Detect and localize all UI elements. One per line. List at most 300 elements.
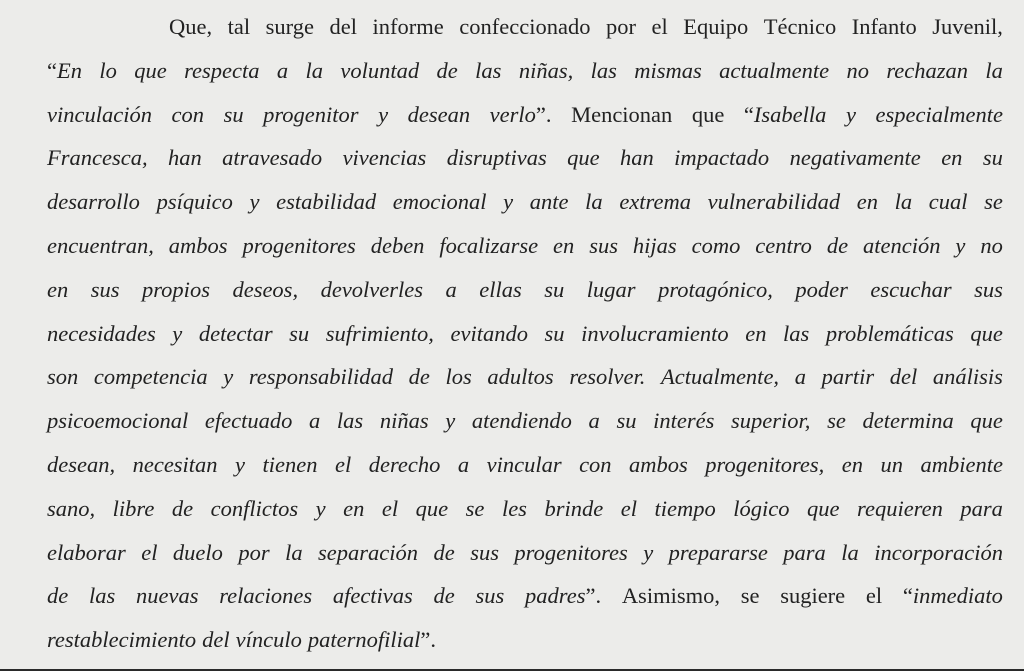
text: que (691, 101, 725, 127)
text: “ (47, 57, 57, 83)
italic-text: la (585, 189, 603, 215)
word (470, 537, 499, 581)
word (47, 318, 156, 362)
italic-text: competencia (93, 364, 208, 390)
italic-text: encuentran, (47, 232, 154, 258)
italic-text: progenitores, (705, 451, 825, 477)
word (920, 449, 1002, 493)
word (886, 55, 968, 99)
word (530, 186, 569, 230)
word (308, 624, 436, 668)
italic-text: los (445, 364, 472, 390)
italic-text: negativamente (789, 145, 921, 171)
italic-text: nuevas (135, 583, 199, 609)
word (903, 580, 1003, 624)
text: “ (743, 101, 754, 127)
italic-text: incorporación (874, 539, 1003, 565)
word (184, 55, 259, 99)
text: “ (902, 583, 913, 609)
italic-text: verlo (489, 101, 536, 127)
italic-text: de (171, 495, 194, 521)
word (827, 230, 848, 274)
italic-text: su (289, 320, 310, 346)
italic-text: estabilidad (276, 189, 377, 215)
text-line (47, 405, 1003, 449)
word (503, 186, 513, 230)
word (826, 318, 954, 362)
text-line (47, 99, 1003, 143)
italic-text: progenitores (514, 539, 628, 565)
word (94, 361, 208, 405)
italic-text: no (846, 57, 869, 83)
italic-text: y (955, 232, 966, 258)
italic-text: de (433, 583, 455, 609)
word (692, 230, 741, 274)
text: Infanto (851, 14, 917, 39)
italic-text: un (880, 451, 903, 477)
italic-text: sano, (47, 495, 96, 521)
word (232, 274, 298, 318)
italic-text: y (378, 101, 389, 127)
italic-text: las (336, 408, 364, 434)
italic-text: necesidades (47, 320, 156, 346)
text-line (47, 493, 1003, 537)
body-paragraph (47, 11, 1003, 668)
word (369, 449, 441, 493)
italic-text: tiempo (654, 495, 716, 521)
word (228, 11, 251, 55)
italic-text: brinde (544, 495, 604, 521)
italic-text: y (315, 495, 326, 521)
word (634, 55, 702, 99)
italic-text: devolverles (320, 276, 424, 302)
word (643, 537, 653, 581)
italic-text: ambiente (920, 451, 1003, 477)
word (589, 405, 600, 449)
italic-text: detectar (198, 320, 273, 346)
word (47, 186, 140, 230)
word (333, 580, 413, 624)
word (708, 186, 840, 230)
italic-text: restablecimiento (47, 627, 197, 653)
word (866, 580, 882, 624)
word (169, 11, 212, 55)
word (619, 186, 691, 230)
italic-text: y (223, 364, 234, 390)
word (589, 230, 618, 274)
word (846, 99, 856, 143)
italic-text: en (941, 145, 963, 171)
italic-text: desarrollo (47, 189, 140, 215)
text-line (47, 230, 1003, 274)
word (514, 537, 627, 581)
word (276, 186, 376, 230)
word (790, 142, 921, 186)
word (285, 537, 303, 581)
italic-text: las (783, 320, 810, 346)
text-line (47, 11, 1003, 55)
italic-text: Isabella (753, 101, 827, 127)
word (984, 186, 1003, 230)
word (745, 318, 766, 362)
word (289, 318, 309, 362)
italic-text: propios (142, 276, 210, 302)
word (783, 318, 809, 362)
word (553, 230, 574, 274)
italic-text: efectuado (204, 408, 293, 434)
italic-text: relaciones (219, 583, 313, 609)
word (136, 580, 198, 624)
word (692, 99, 725, 143)
italic-text: necesitan (132, 451, 218, 477)
word (223, 361, 233, 405)
word (47, 624, 196, 668)
word (955, 230, 965, 274)
word (447, 142, 547, 186)
word (544, 493, 603, 537)
italic-text: vincular (486, 451, 562, 477)
italic-text: y (235, 451, 246, 477)
word (587, 274, 636, 318)
italic-text: En (57, 57, 82, 83)
text-line (47, 318, 1003, 362)
word (330, 11, 358, 55)
word (545, 318, 565, 362)
italic-text: paternofilial (307, 627, 421, 653)
word (731, 405, 810, 449)
word (113, 493, 155, 537)
italic-text: en (343, 495, 365, 521)
italic-text: poder (795, 276, 848, 302)
italic-text: sus (90, 276, 120, 302)
text: Asimismo, (621, 583, 720, 609)
word (669, 537, 768, 581)
italic-text: su (544, 276, 565, 302)
word (842, 449, 863, 493)
word (606, 11, 636, 55)
word (581, 318, 728, 362)
word (622, 580, 720, 624)
word (337, 405, 363, 449)
word (434, 580, 455, 624)
text: Técnico (763, 14, 837, 39)
italic-text: vivencias (342, 145, 427, 171)
text: confeccionado (459, 14, 591, 39)
word (476, 580, 505, 624)
italic-text: Actualmente, (660, 364, 780, 390)
word (343, 493, 364, 537)
word (970, 405, 1003, 449)
italic-text: determina (862, 408, 954, 434)
italic-text: desean, (47, 451, 116, 477)
word (459, 11, 590, 55)
word (439, 230, 538, 274)
italic-text: mismas (634, 57, 702, 83)
word (445, 405, 455, 449)
word (621, 493, 637, 537)
italic-text: para (783, 539, 826, 565)
word (416, 493, 449, 537)
word (340, 55, 419, 99)
text: se (740, 583, 760, 609)
word (47, 449, 115, 493)
italic-text: la (894, 189, 913, 215)
italic-text: de (408, 364, 430, 390)
word (373, 11, 444, 55)
word (266, 11, 314, 55)
italic-text: con (579, 451, 612, 477)
word (89, 580, 115, 624)
word (169, 230, 228, 274)
italic-text: que (970, 408, 1003, 434)
word (487, 449, 562, 493)
italic-text: se (984, 189, 1003, 215)
text: tal (227, 14, 251, 39)
italic-text: progenitores (242, 232, 356, 258)
word (741, 580, 760, 624)
word (172, 318, 182, 362)
italic-text: a (588, 408, 600, 434)
word (880, 449, 903, 493)
italic-text: a (445, 276, 457, 302)
word (502, 493, 527, 537)
word (277, 55, 288, 99)
italic-text: actualmente (719, 57, 830, 83)
word (744, 99, 827, 143)
italic-text: atravesado (222, 145, 323, 171)
text-line (47, 142, 1003, 186)
italic-text: y (249, 189, 260, 215)
italic-text: la (305, 57, 324, 83)
word (827, 405, 846, 449)
italic-text: que (970, 320, 1003, 346)
italic-text: libre (112, 495, 155, 521)
italic-text: inmediato (912, 583, 1003, 609)
word (795, 274, 848, 318)
italic-text: de (433, 539, 455, 565)
italic-text: sus (974, 276, 1003, 302)
word (874, 537, 1003, 581)
italic-text: adultos (487, 364, 554, 390)
italic-text: interés (653, 408, 715, 434)
word (47, 405, 188, 449)
word (616, 405, 636, 449)
text: Que, (169, 14, 213, 39)
text-line (47, 580, 1003, 624)
word (142, 274, 210, 318)
italic-text: para (960, 495, 1003, 521)
word (933, 361, 1003, 405)
word (569, 361, 645, 405)
word (263, 99, 358, 143)
italic-text: sufrimiento, (325, 320, 434, 346)
italic-text: en (47, 276, 69, 302)
word (47, 493, 95, 537)
italic-text: se (827, 408, 846, 434)
word (173, 537, 223, 581)
word (674, 142, 769, 186)
word (141, 537, 157, 581)
italic-text: especialmente (875, 101, 1003, 127)
word (974, 274, 1003, 318)
italic-text: su (223, 101, 244, 127)
italic-text: las (590, 57, 617, 83)
italic-text: niñas (379, 408, 429, 434)
word (378, 99, 388, 143)
italic-text: lógico (733, 495, 790, 521)
word (47, 274, 68, 318)
word (202, 624, 230, 668)
word (47, 230, 154, 274)
italic-text: del (202, 627, 230, 653)
italic-text: y (643, 539, 654, 565)
italic-text: de (436, 57, 458, 83)
italic-text: voluntad (340, 57, 420, 83)
italic-text: superior, (731, 408, 811, 434)
word (705, 449, 824, 493)
word (591, 55, 617, 99)
word (661, 361, 779, 405)
italic-text: su (544, 320, 565, 346)
italic-text: conflictos (210, 495, 299, 521)
word (318, 537, 418, 581)
italic-text: deseos, (232, 276, 299, 302)
italic-text: vulnerabilidad (707, 189, 841, 215)
word (168, 142, 202, 186)
italic-text: análisis (932, 364, 1003, 390)
italic-text: les (501, 495, 527, 521)
word (309, 405, 320, 449)
word (652, 11, 668, 55)
italic-text: vínculo (235, 627, 302, 653)
italic-text: lugar (586, 276, 636, 302)
italic-text: el (381, 495, 399, 521)
word (224, 99, 244, 143)
word (658, 274, 773, 318)
word (458, 449, 469, 493)
italic-text: lo (99, 57, 117, 83)
text-line (47, 361, 1003, 405)
word (857, 186, 878, 230)
italic-text: atendiendo (471, 408, 572, 434)
italic-text: a (309, 408, 321, 434)
word (841, 537, 859, 581)
italic-text: evitando (450, 320, 528, 346)
italic-text: que (807, 495, 840, 521)
text-line (47, 624, 1003, 668)
text: ”. (585, 583, 602, 609)
italic-text: cual (928, 189, 968, 215)
word (629, 449, 688, 493)
word (249, 186, 259, 230)
italic-text: que (567, 145, 600, 171)
word (932, 11, 1003, 55)
italic-text: involucramiento (581, 320, 729, 346)
italic-text: extrema (619, 189, 691, 215)
word (487, 361, 553, 405)
italic-text: en (856, 189, 878, 215)
italic-text: la (841, 539, 859, 565)
word (764, 11, 836, 55)
word (941, 142, 962, 186)
italic-text: psicoemocional (47, 408, 189, 434)
text-line (47, 449, 1003, 493)
italic-text: como (691, 232, 741, 258)
word (446, 361, 472, 405)
word (235, 449, 245, 493)
word (263, 449, 318, 493)
word (408, 99, 470, 143)
word (326, 318, 434, 362)
italic-text: ellas (479, 276, 522, 302)
italic-text: y (445, 408, 456, 434)
word (585, 186, 603, 230)
italic-text: las (475, 57, 502, 83)
word (525, 580, 601, 624)
text: del (329, 14, 358, 39)
word (852, 11, 917, 55)
word (219, 580, 312, 624)
italic-text: padres (525, 583, 586, 609)
word (316, 493, 326, 537)
word (450, 318, 527, 362)
italic-text: de (826, 232, 849, 258)
word (654, 493, 715, 537)
italic-text: de (47, 583, 69, 609)
text-line (47, 186, 1003, 230)
word (99, 55, 117, 99)
word (567, 142, 600, 186)
italic-text: niñas, (518, 57, 574, 83)
italic-text: a (794, 364, 806, 390)
word (519, 55, 573, 99)
word (466, 493, 485, 537)
italic-text: el (335, 451, 352, 477)
text: por (605, 14, 636, 39)
italic-text: hijas (632, 232, 677, 258)
italic-text: a (457, 451, 470, 477)
text: el (651, 14, 668, 39)
italic-text: partir (821, 364, 875, 390)
word (47, 361, 78, 405)
italic-text: impactado (674, 145, 770, 171)
word (238, 537, 269, 581)
italic-text: y (503, 189, 514, 215)
italic-text: han (620, 145, 654, 171)
italic-text: que (415, 495, 449, 521)
italic-text: ambos (629, 451, 688, 477)
text: surge (265, 14, 314, 39)
italic-text: disruptivas (446, 145, 547, 171)
word (970, 318, 1003, 362)
word (47, 537, 126, 581)
word (980, 230, 1003, 274)
word (47, 99, 152, 143)
italic-text: tienen (262, 451, 318, 477)
italic-text: responsabilidad (248, 364, 394, 390)
word (822, 361, 875, 405)
italic-text: vinculación (47, 101, 152, 127)
text: el (865, 583, 883, 609)
italic-text: en (841, 451, 863, 477)
italic-text: el (620, 495, 637, 521)
italic-text: deben (370, 232, 425, 258)
word (335, 449, 351, 493)
italic-text: y (845, 101, 856, 127)
word (157, 186, 233, 230)
italic-text: focalizarse (439, 232, 539, 258)
word (205, 405, 292, 449)
